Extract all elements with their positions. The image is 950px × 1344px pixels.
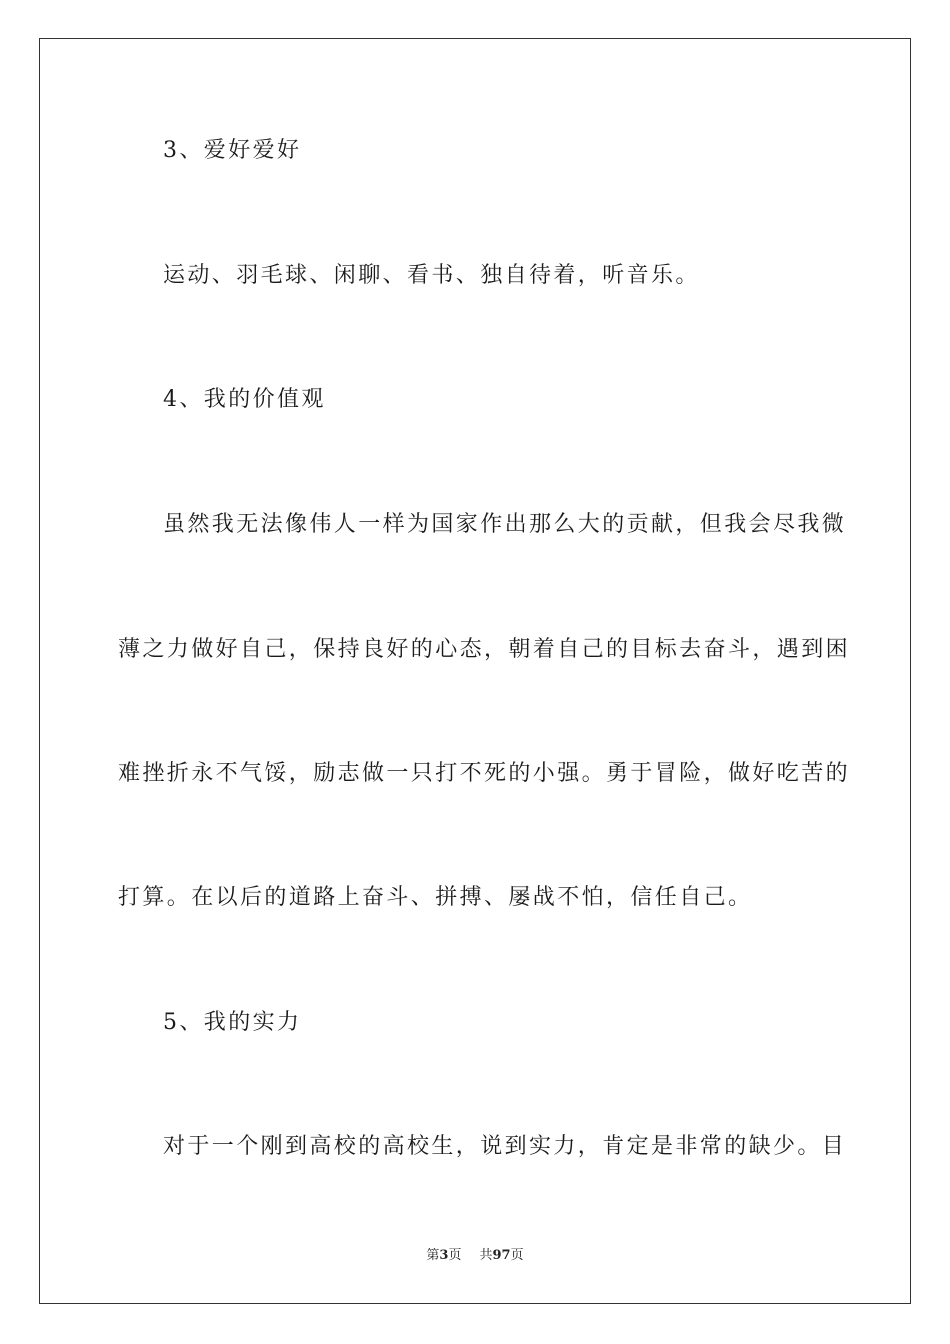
paragraph-ability-line-1: 对于一个刚到高校的高校生，说到实力，肯定是非常的缺少。目 <box>163 1134 847 1159</box>
page-footer <box>0 1247 950 1265</box>
paragraph-values-line-4: 打算。在以后的道路上奋斗、拼搏、屡战不怕，信任自己。 <box>118 885 753 910</box>
heading-values: 4、我的价值观 <box>163 387 326 412</box>
heading-ability: 5、我的实力 <box>163 1010 302 1035</box>
total-pages: 97 <box>492 1248 511 1263</box>
paragraph-values-line-2: 薄之力做好自己，保持良好的心态，朝着自己的目标去奋斗，遇到困 <box>118 637 851 662</box>
page-suffix: 页 <box>448 1248 462 1263</box>
paragraph-values-line-3: 难挫折永不气馁，励志做一只打不死的小强。勇于冒险，做好吃苦的 <box>118 761 851 786</box>
page-prefix: 第 <box>426 1248 440 1263</box>
total-prefix: 共 <box>479 1248 493 1263</box>
heading-hobbies: 3、爱好爱好 <box>163 138 302 163</box>
paragraph-values-line-1: 虽然我无法像伟人一样为国家作出那么大的贡献，但我会尽我微 <box>163 512 847 537</box>
page-number: 3 <box>439 1248 449 1263</box>
page-border <box>39 38 911 1304</box>
paragraph-hobbies: 运动、羽毛球、闲聊、看书、独自待着，听音乐。 <box>163 263 700 288</box>
total-suffix: 页 <box>510 1248 524 1263</box>
